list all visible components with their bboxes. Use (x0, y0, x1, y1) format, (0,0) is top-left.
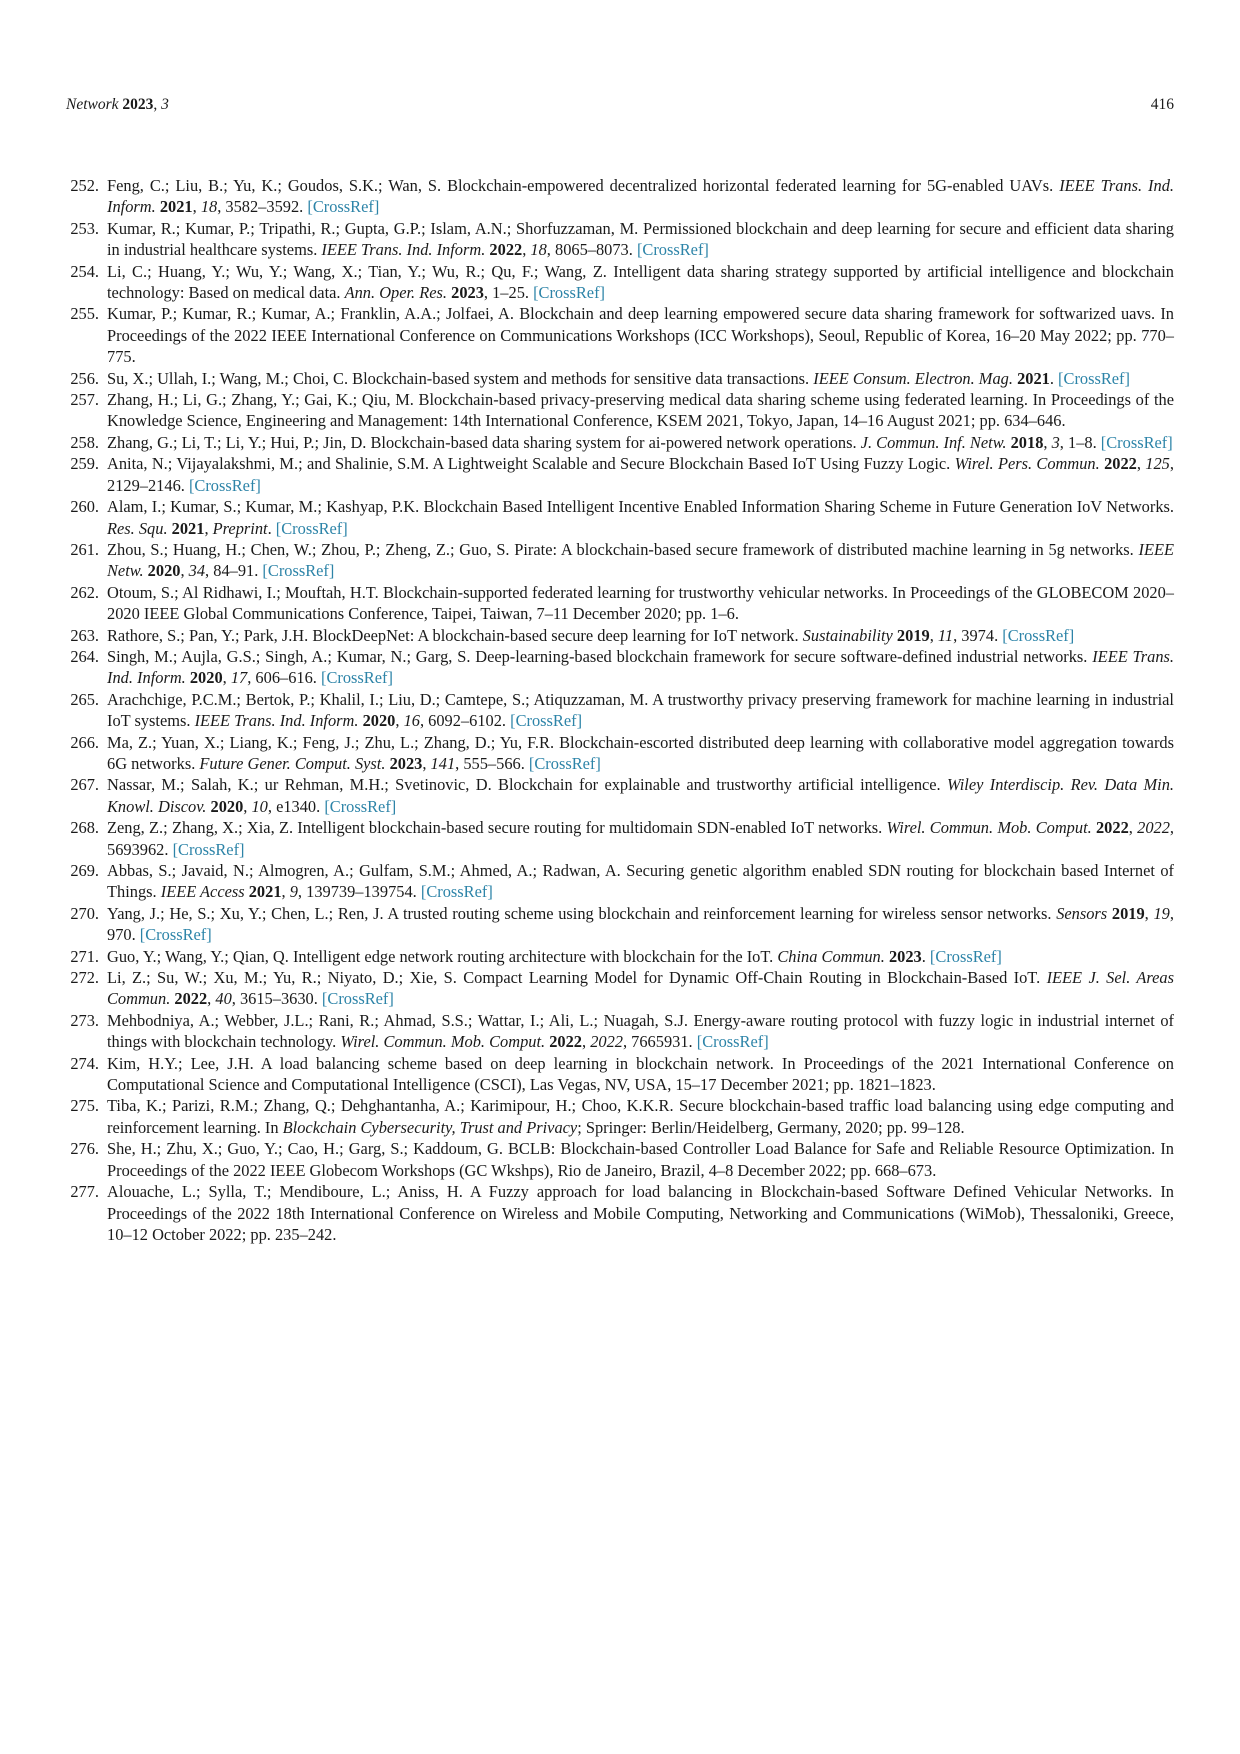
text-segment: Future Gener. Comput. Syst. (199, 753, 390, 773)
text-segment: , 84–91. (205, 561, 263, 581)
reference-text (107, 497, 1174, 537)
reference-number: 255. (70, 304, 99, 324)
text-segment: Kumar, R.; Kumar, P.; Tripathi, R.; Gupta, G.P.; Islam, A.N.; Shorfuzzaman, M. Permissioned blockchain and deep learning for secure and efficient data sharing in industrial healthcare systems. (107, 218, 1174, 260)
reference-text (107, 947, 1002, 966)
crossref-link[interactable]: [CrossRef] (324, 796, 397, 816)
text-segment: 2022 (549, 1032, 582, 1052)
reference-text (107, 775, 1174, 815)
text-segment: Wirel. Pers. Commun. (954, 454, 1105, 474)
text-segment: 2022 (1104, 454, 1137, 474)
crossref-link[interactable]: [CrossRef] (1100, 432, 1173, 452)
text-segment: Sustainability (802, 625, 897, 645)
reference-text (107, 1054, 1174, 1094)
text-segment: 2022 (1137, 818, 1170, 838)
text-segment: 2020 (147, 561, 181, 581)
text-segment: Ma, Z.; Yuan, X.; Liang, K.; Feng, J.; Zhu, L.; Zhang, D.; Yu, F.R. Blockchain-escorted distributed deep learning with collaborative model aggregation towards 6G networks. (107, 732, 1174, 773)
text-segment: 16 (403, 711, 420, 731)
text-segment: Zhang, G.; Li, T.; Li, Y.; Hui, P.; Jin, D. Blockchain-based data sharing system for ai-powered network operations. (107, 432, 861, 452)
text-segment: Singh, M.; Aujla, G.S.; Singh, A.; Kumar, N.; Garg, S. Deep-learning-based blockchain framework for secure software-defined industrial networks. (107, 646, 1093, 666)
crossref-link[interactable]: [CrossRef] (510, 711, 583, 731)
reference-item (66, 689, 1174, 732)
text-segment: Zhou, S.; Huang, H.; Chen, W.; Zhou, P.; Zheng, Z.; Guo, S. Pirate: A blockchain-based secure framework of distributed machine learning in 5g networks. (107, 539, 1139, 559)
crossref-link[interactable]: [CrossRef] (528, 753, 601, 773)
reference-text (107, 176, 1174, 216)
text-segment: , 3974. (953, 625, 1003, 645)
text-segment: 18 (200, 197, 218, 217)
text-segment: IEEE Trans. Ind. Inform. (107, 176, 1174, 217)
crossref-link[interactable]: [CrossRef] (262, 561, 335, 581)
reference-item (66, 1095, 1174, 1138)
text-segment: , (1128, 818, 1138, 838)
text-segment: 2023 (122, 96, 154, 113)
text-segment: Arachchige, P.C.M.; Bertok, P.; Khalil, I.; Liu, D.; Camtepe, S.; Atiquzzaman, M. A trustworthy privacy preserving framework for machine learning in industrial IoT systems. (107, 689, 1174, 731)
crossref-link[interactable]: [CrossRef] (139, 925, 212, 945)
reference-item (66, 1181, 1174, 1245)
reference-item (66, 261, 1174, 304)
reference-text (107, 1182, 1174, 1244)
text-segment: , (192, 197, 201, 217)
reference-number: 276. (70, 1139, 99, 1159)
text-segment: 125 (1145, 454, 1170, 474)
text-segment: , 139739–139754. (297, 882, 421, 902)
reference-text (107, 304, 1174, 366)
text-segment: ; Springer: Berlin/Heidelberg, Germany, 2020; pp. 99–128. (577, 1117, 965, 1137)
page-header (66, 96, 1174, 114)
text-segment: Kim, H.Y.; Lee, J.H. A load balancing scheme based on deep learning in blockchain network. In Proceedings of the 2021 International Conference on Computational Science and Computational Intelligence (CSCI), Las Vegas, NV, USA, 15–17 December 2021; pp. 1821–1823. (107, 1053, 1174, 1095)
text-segment: 3 (1051, 432, 1060, 452)
text-segment: . (1049, 368, 1059, 388)
crossref-link[interactable]: [CrossRef] (1058, 368, 1130, 388)
text-segment: 2021 (159, 197, 193, 217)
text-segment: 2019 (896, 625, 930, 645)
reference-number: 259. (70, 454, 99, 474)
text-segment: Nassar, M.; Salah, K.; ur Rehman, M.H.; Svetinovic, D. Blockchain for explainable and trustworthy artificial intelligence. (107, 775, 947, 795)
crossref-link[interactable]: [CrossRef] (321, 668, 393, 688)
text-segment: 3 (161, 96, 169, 113)
text-segment: 2021 (248, 882, 282, 902)
reference-text (107, 861, 1174, 901)
text-segment: 2022 (489, 240, 523, 260)
reference-text (107, 1139, 1174, 1179)
text-segment: , (204, 518, 213, 538)
crossref-link[interactable]: [CrossRef] (172, 839, 245, 859)
crossref-link[interactable]: [CrossRef] (1002, 625, 1075, 645)
reference-text (107, 583, 1174, 623)
crossref-link[interactable]: [CrossRef] (321, 989, 394, 1009)
text-segment: Alam, I.; Kumar, S.; Kumar, M.; Kashyap, P.K. Blockchain Based Intelligent Incentive Enabled Information Sharing Scheme in Future Generation IoV Networks. (107, 497, 1174, 517)
text-segment: 40 (215, 989, 232, 1009)
reference-item (66, 432, 1174, 453)
text-segment: , 1–8. (1059, 432, 1101, 452)
reference-number: 273. (70, 1010, 99, 1030)
text-segment: Yang, J.; He, S.; Xu, Y.; Chen, L.; Ren, J. A trusted routing scheme using blockchain and reinforcement learning for wireless sensor networks. (107, 903, 1057, 923)
reference-number: 262. (70, 582, 99, 602)
reference-item (66, 368, 1174, 389)
text-segment: , (207, 989, 216, 1009)
reference-text (107, 690, 1174, 730)
text-segment: , 3615–3630. (231, 989, 322, 1009)
text-segment: Li, Z.; Su, W.; Xu, M.; Yu, R.; Niyato, D.; Xie, S. Compact Learning Model for Dynamic Off-Chain Routing in Blockchain-Based IoT. (107, 968, 1047, 988)
text-segment: Su, X.; Ullah, I.; Wang, M.; Choi, C. Blockchain-based system and methods for sensitive data transactions. (107, 368, 814, 388)
reference-item (66, 946, 1174, 967)
text-segment: Blockchain Cybersecurity, Trust and Privacy (282, 1117, 578, 1137)
reference-number: 256. (70, 368, 99, 388)
text-segment: 2021 (1017, 368, 1050, 388)
reference-number: 265. (70, 689, 99, 709)
text-segment: , 970. (107, 903, 1174, 945)
reference-item (66, 496, 1174, 539)
text-segment: Otoum, S.; Al Ridhawi, I.; Mouftah, H.T. Blockchain-supported federated learning for trustworthy vehicular networks. In Proceedings of the GLOBECOM 2020–2020 IEEE Global Communications Conference, Taipei, Taiwan, 7–11 December 2020; pp. 1–6. (107, 582, 1174, 624)
reference-number: 261. (70, 539, 99, 559)
reference-number: 277. (70, 1182, 99, 1202)
reference-text (107, 262, 1174, 302)
text-segment: IEEE Netw. (107, 539, 1174, 581)
text-segment: IEEE Trans. Ind. Inform. (107, 646, 1174, 688)
text-segment: IEEE J. Sel. Areas Commun. (107, 968, 1174, 1009)
reference-item (66, 303, 1174, 367)
reference-item (66, 453, 1174, 496)
text-segment: 19 (1153, 903, 1170, 923)
text-segment: Anita, N.; Vijayalakshmi, M.; and Shalinie, S.M. A Lightweight Scalable and Secure Blockchain Based IoT Using Fuzzy Logic. (107, 454, 955, 474)
text-segment: Rathore, S.; Pan, Y.; Park, J.H. BlockDeepNet: A blockchain-based secure deep learning for IoT network. (107, 625, 803, 645)
text-segment: Ann. Oper. Res. (344, 283, 452, 303)
reference-number: 269. (70, 861, 99, 880)
text-segment: , (243, 796, 252, 816)
reference-item (66, 1138, 1174, 1181)
reference-item (66, 389, 1174, 432)
text-segment: , (422, 753, 431, 773)
text-segment: , 2129–2146. (107, 454, 1174, 495)
text-segment: , (929, 625, 938, 645)
reference-text (107, 733, 1174, 773)
text-segment: Zhang, H.; Li, G.; Zhang, Y.; Gai, K.; Qiu, M. Blockchain-based privacy-preserving medical data sharing scheme using federated learning. In Proceedings of the Knowledge Science, Engineering and Management: 14th International Conference, KSEM 2021, Tokyo, Japan, 14–16 August 2021; pp. 634–646. (107, 390, 1174, 431)
text-segment: , (281, 882, 290, 902)
reference-item (66, 774, 1174, 817)
reference-number: 254. (70, 261, 99, 281)
text-segment: 10 (251, 796, 268, 816)
text-segment: , e1340. (267, 796, 325, 816)
reference-number: 257. (70, 390, 99, 410)
text-segment: 2023 (389, 753, 423, 773)
crossref-link[interactable]: [CrossRef] (696, 1032, 769, 1052)
text-segment: , 7665931. (622, 1032, 697, 1052)
journal-citation (66, 96, 169, 114)
reference-text (107, 626, 1074, 645)
text-segment: 2021 (171, 518, 205, 538)
text-segment: Zeng, Z.; Zhang, X.; Xia, Z. Intelligent blockchain-based secure routing for multidomain SDN-enabled IoT networks. (107, 818, 887, 838)
reference-item (66, 539, 1174, 582)
text-segment: 17 (230, 668, 248, 688)
text-segment: , (153, 96, 162, 113)
text-segment: Guo, Y.; Wang, Y.; Qian, Q. Intelligent edge network routing architecture with blockchain for the IoT. (107, 946, 778, 966)
reference-number: 272. (70, 968, 99, 988)
text-segment: , 555–566. (455, 753, 529, 773)
text-segment: 2020 (362, 711, 396, 731)
reference-text (107, 540, 1174, 580)
text-segment: Wiley Interdiscip. Rev. Data Min. Knowl. Discov. (107, 775, 1174, 816)
reference-number: 275. (70, 1096, 99, 1116)
text-segment: 2018 (1010, 432, 1044, 452)
reference-item (66, 732, 1174, 775)
reference-number: 264. (70, 646, 99, 666)
reference-number: 263. (70, 625, 99, 645)
reference-item (66, 903, 1174, 946)
text-segment: . (921, 946, 930, 966)
text-segment: 2020 (210, 796, 244, 816)
reference-item (66, 175, 1174, 218)
reference-text (107, 904, 1174, 944)
text-segment: , (180, 561, 189, 581)
references-list (66, 175, 1174, 1245)
text-segment: IEEE Access (160, 882, 249, 902)
text-segment: 2022 (174, 989, 208, 1009)
reference-number: 274. (70, 1053, 99, 1073)
crossref-link[interactable]: [CrossRef] (533, 283, 606, 303)
reference-number: 258. (70, 432, 99, 452)
text-segment: 2019 (1111, 903, 1145, 923)
reference-item (66, 1053, 1174, 1096)
reference-item (66, 646, 1174, 689)
text-segment: , (222, 668, 231, 688)
text-segment: 2023 (451, 283, 484, 303)
text-segment: China Commun. (777, 946, 889, 966)
crossref-link[interactable]: [CrossRef] (275, 518, 348, 538)
text-segment: , (1136, 454, 1146, 474)
text-segment: IEEE Consum. Electron. Mag. (813, 368, 1018, 388)
reference-number: 270. (70, 903, 99, 923)
text-segment: 141 (430, 753, 456, 773)
text-segment: , 6092–6102. (419, 711, 511, 731)
text-segment: Kumar, P.; Kumar, R.; Kumar, A.; Franklin, A.A.; Jolfaei, A. Blockchain and deep learning empowered secure data sharing framework for softwarized uavs. In Proceedings of the 2022 IEEE International Conference on Communications Workshops (ICC Workshops), Seoul, Republic of Korea, 16–20 May 2022; pp. 770–775. (107, 304, 1174, 367)
text-segment: 2020 (189, 668, 223, 688)
text-segment: Abbas, S.; Javaid, N.; Almogren, A.; Gulfam, S.M.; Ahmed, A.; Radwan, A. Securing genetic algorithm enabled SDN routing for blockchain based Internet of Things. (107, 861, 1174, 902)
reference-item (66, 967, 1174, 1010)
reference-number: 267. (70, 775, 99, 795)
text-segment: 2023 (888, 946, 922, 966)
reference-text (107, 433, 1173, 452)
text-segment: Preprint (212, 518, 268, 538)
text-segment: Mehbodniya, A.; Webber, J.L.; Rani, R.; Ahmad, S.S.; Wattar, I.; Ali, L.; Nuagah, S.J. Energy-aware routing protocol with fuzzy logic in industrial internet of things with blockchain technology. (107, 1010, 1174, 1052)
text-segment: , 606–616. (247, 668, 321, 688)
text-segment: Sensors (1056, 903, 1112, 923)
text-segment: Li, C.; Huang, Y.; Wu, Y.; Wang, X.; Tian, Y.; Wu, R.; Qu, F.; Wang, Z. Intelligent data sharing strategy supported by artificial intelligence and blockchain technology: Based on medical data. (107, 261, 1174, 303)
reference-number: 266. (70, 732, 99, 752)
text-segment: , 1–25. (483, 283, 534, 303)
reference-text (107, 647, 1174, 687)
reference-number: 271. (70, 946, 99, 966)
text-segment: , (1144, 903, 1154, 923)
crossref-link[interactable]: [CrossRef] (420, 882, 493, 902)
reference-number: 268. (70, 818, 99, 838)
text-segment: 9 (289, 882, 298, 902)
text-segment: 11 (937, 625, 954, 645)
text-segment: 2022 (590, 1032, 623, 1052)
reference-number: 260. (70, 497, 99, 517)
reference-number: 253. (70, 218, 99, 238)
text-segment: . (267, 518, 276, 538)
text-segment: J. Commun. Inf. Netw. (860, 432, 1011, 452)
reference-text (107, 968, 1174, 1008)
text-segment: , (522, 240, 531, 260)
reference-text (107, 390, 1174, 430)
reference-item (66, 218, 1174, 261)
text-segment: Tiba, K.; Parizi, R.M.; Zhang, Q.; Dehghantanha, A.; Karimipour, H.; Choo, K.K.R. Secure blockchain-based traffic load balancing using edge computing and reinforcement learning. In (107, 1096, 1174, 1137)
text-segment: Network (66, 96, 123, 113)
reference-text (107, 454, 1174, 494)
reference-item (66, 625, 1174, 646)
text-segment: , 3582–3592. (217, 197, 308, 217)
reference-item (66, 817, 1174, 860)
reference-item (66, 582, 1174, 625)
text-segment: , (581, 1032, 591, 1052)
text-segment: She, H.; Zhu, X.; Guo, Y.; Cao, H.; Garg, S.; Kaddoum, G. BCLB: Blockchain-based Controller Load Balance for Safe and Reliable Resource Optimization. In Proceedings of the 2022 IEEE Globecom Workshops (GC Wkshps), Rio de Janeiro, Brazil, 4–8 December 2022; pp. 668–673. (107, 1139, 1174, 1180)
reference-text (107, 369, 1130, 388)
reference-item (66, 1010, 1174, 1053)
text-segment: Alouache, L.; Sylla, T.; Mendiboure, L.; Aniss, H. A Fuzzy approach for load balancing in Blockchain-based Software Defined Vehicular Networks. In Proceedings of the 2022 18th International Conference on Wireless and Mobile Computing, Networking and Communications (WiMob), Thessaloniki, Greece, 10–12 October 2022; pp. 235–242. (107, 1182, 1174, 1244)
text-segment: , 8065–8073. (546, 240, 637, 260)
text-segment: , (395, 711, 404, 731)
text-segment: IEEE Trans. Ind. Inform. (194, 711, 363, 731)
text-segment: Wirel. Commun. Mob. Comput. (886, 818, 1096, 838)
text-segment: IEEE Trans. Ind. Inform. (321, 240, 490, 260)
reference-item (66, 860, 1174, 903)
text-segment: 2022 (1095, 818, 1129, 838)
crossref-link[interactable]: [CrossRef] (307, 197, 380, 217)
reference-text (107, 1096, 1174, 1136)
text-segment: Res. Squ. (107, 518, 172, 538)
crossref-link[interactable]: [CrossRef] (929, 946, 1002, 966)
page-number: 416 (1150, 96, 1174, 113)
text-segment: Feng, C.; Liu, B.; Yu, K.; Goudos, S.K.; Wan, S. Blockchain-empowered decentralized horizontal federated learning for 5G-enabled UAVs. (107, 176, 1060, 195)
reference-text (107, 219, 1174, 259)
text-segment: 34 (188, 561, 206, 581)
text-segment: Wirel. Commun. Mob. Comput. (340, 1032, 550, 1052)
text-segment: , (1043, 432, 1052, 452)
crossref-link[interactable]: [CrossRef] (188, 475, 261, 495)
crossref-link[interactable]: [CrossRef] (636, 240, 709, 260)
reference-number: 252. (70, 176, 99, 195)
text-segment: , 5693962. (107, 818, 1175, 859)
text-segment: 18 (530, 240, 547, 260)
reference-text (107, 818, 1174, 858)
reference-text (107, 1011, 1174, 1051)
